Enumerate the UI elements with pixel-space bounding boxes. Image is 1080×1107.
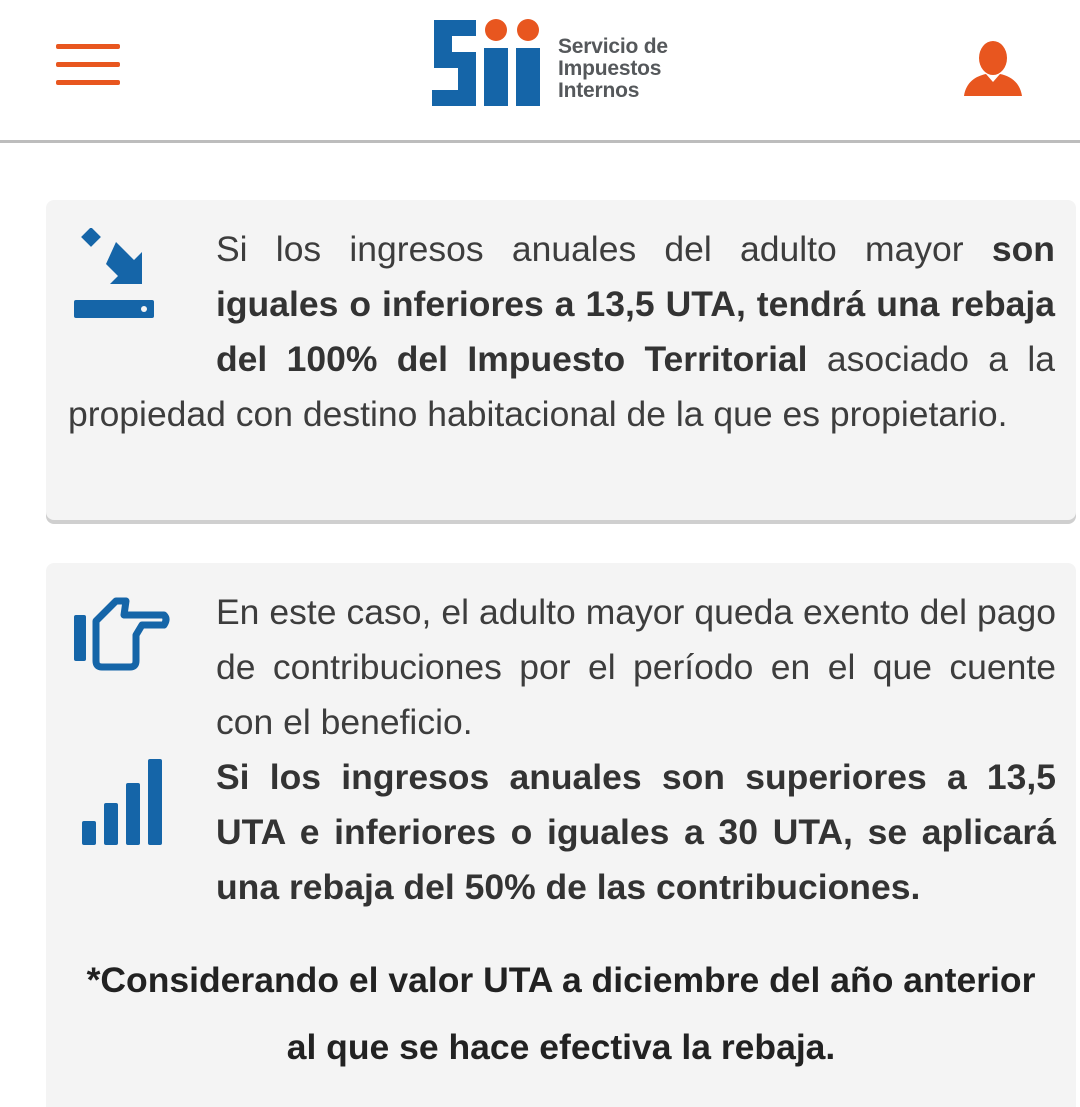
logo-line: Internos <box>558 79 640 102</box>
sii-logo[interactable] <box>430 14 700 110</box>
uta-footnote: *Considerando el valor UTA a diciembre del año anterior al que se hace efectiva la rebaja. <box>86 960 1036 1067</box>
logo-text <box>558 36 698 102</box>
logo-line: Servicio de <box>558 35 668 58</box>
rebate-100-paragraph <box>68 222 1055 442</box>
paragraph-bold-text: son iguales o inferiores a 13,5 UTA, tendrá una rebaja del 100% del Impuesto Territorial <box>216 229 1055 379</box>
info-card-exemption <box>46 563 1076 1107</box>
paragraph-text: Si los ingresos anuales del adulto mayor <box>216 229 992 269</box>
user-account-button[interactable] <box>962 38 1024 98</box>
menu-bar <box>56 44 120 49</box>
app-header <box>0 0 1080 143</box>
exemption-paragraph: En este caso, el adulto mayor queda exento del pago de contribuciones por el período en el que cuente con el beneficio. <box>216 592 1056 742</box>
info-card-full-rebate <box>46 200 1076 520</box>
menu-bar <box>56 62 120 67</box>
sii-logo-mark <box>430 14 554 110</box>
rebate-50-paragraph: Si los ingresos anuales son superiores a 13,5 UTA e inferiores o iguales a 30 UTA, se aplicará una rebaja del 50% de las contribuciones. <box>216 757 1056 907</box>
bar-chart-icon <box>82 757 166 847</box>
hamburger-menu-button[interactable] <box>56 44 122 88</box>
pointing-hand-icon <box>74 597 170 673</box>
paragraph-text: asociado a la propiedad con destino habitacional de la que es propietario. <box>68 339 1055 434</box>
user-icon <box>962 38 1024 98</box>
logo-line: Impuestos <box>558 57 662 80</box>
menu-bar <box>56 80 120 85</box>
